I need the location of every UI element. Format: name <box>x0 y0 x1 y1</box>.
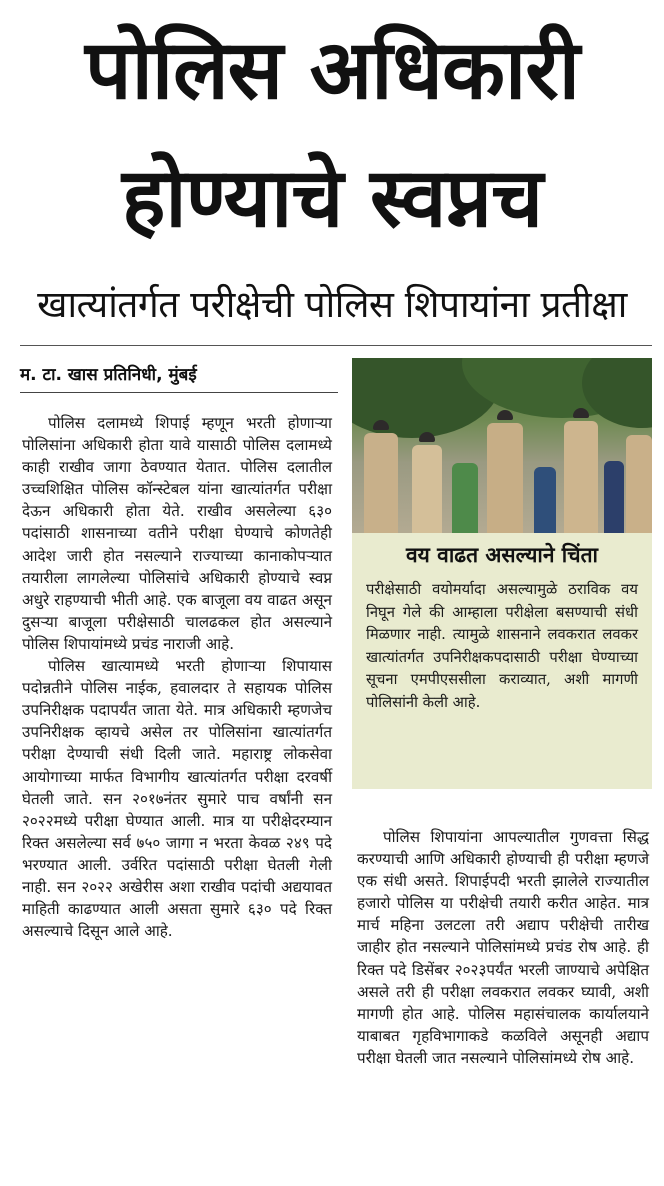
headline-line-2: होण्याचे स्वप्नच <box>121 151 543 246</box>
headline-divider <box>20 345 652 346</box>
article-column-left <box>22 412 332 942</box>
sidebar-box-body: परीक्षेसाठी वयोमर्यादा असल्यामुळे ठराविक वय निघून गेले की आम्हाला परीक्षेला बसण्याची संधी मिळणार नाही. त्यामुळे शासनाने लवकरात लवकर खात्यांतर्गत उपनिरीक्षकपदासाठी परीक्षा घेण्याच्या सूचना एमपीएससीला कराव्यात, अशी मागणी पोलिसांनी केली आहे. <box>366 581 638 711</box>
sidebar-box <box>352 533 652 789</box>
subheadline: खात्यांतर्गत परीक्षेची पोलिस शिपायांना प्रतीक्षा <box>37 283 627 326</box>
article-paragraph-2: पोलिस खात्यामध्ये भरती होणाऱ्या शिपायास पदोन्नतीने पोलिस नाईक, हवालदार ते सहायक पोलिस उपनिरीक्षक पदापर्यंत जाता येते. मात्र अधिकारी म्हणजेच उपनिरीक्षक व्हायचे असेल तर पोलिसांना खात्यांतर्गत परीक्षा देण्याची संधी दिली जाते. महाराष्ट्र लोकसेवा आयोगाच्या मार्फत विभागीय खात्यांतर्गत परीक्षा दरवर्षी घेतली जाते. सन २०१७नंतर सुमारे पाच वर्षांनी सन २०२२मध्ये परीक्षा घेण्यात आली. मात्र या परीक्षेदरम्यान रिक्त असलेल्या सर्व ७५० जागा न भरता केवळ २४९ पदे भरण्यात आली. उर्वरित पदांसाठी परीक्षा घेतली गेली नाही. सन २०२२ अखेरीस अशा राखीव पदांची अद्ययावत माहिती काढण्यात आली असता सुमारे ६३० पदे रिक्त असल्याचे दिसून आले आहे. <box>22 657 332 941</box>
byline-divider <box>20 392 338 393</box>
news-photo-police <box>352 358 652 533</box>
article-column-right <box>357 826 649 1069</box>
sidebar-box-title: वय वाढत असल्याने चिंता <box>352 533 652 577</box>
article-paragraph-1: पोलिस दलामध्ये शिपाई म्हणून भरती होणाऱ्या पोलिसांना अधिकारी होता यावे यासाठी पोलिस दलामध्ये काही राखीव जागा ठेवण्यात येतात. पोलिस दलातील उच्चशिक्षित पोलिस कॉन्स्टेबल यांना खात्यांतर्गत परीक्षा देऊन अधिकारी होता येते. राखीव असलेल्या ६३० पदांसाठी शासनाच्या वतीने परीक्षा घेण्याचे कोणतेही आदेश जारी होत नसल्याने राज्याच्या कानाकोपऱ्यात तयारीला लागलेल्या पोलिसांचे अधिकारी होण्याचे स्वप्न अधुरे राहण्याची भीती आहे. एक बाजूला वय वाढत असून दुसऱ्या बाजूला परीक्षेसाठी चालढकल होत असल्याने पोलिस शिपायांमध्ये प्रचंड नाराजी आहे. <box>22 414 332 653</box>
headline-line-1: पोलिस अधिकारी <box>85 23 579 118</box>
article-paragraph-3: पोलिस शिपायांना आपल्यातील गुणवत्ता सिद्ध करण्याची आणि अधिकारी होण्याची ही परीक्षा म्हणजे एक संधी असते. शिपाईपदी भरती झालेले राज्यातील हजारो पोलिस या परीक्षेची तयारी करीत आहेत. मात्र मार्च महिना उलटला तरी अद्याप परीक्षेची तारीख जाहीर होत नसल्याने पोलिसांमध्ये प्रचंड रोष आहे. ही रिक्त पदे डिसेंबर २०२३पर्यंत भरली जाण्याचे अपेक्षित असले तरी ही परीक्षा लवकरात लवकर घ्यावी, अशी मागणी होत आहे. पोलिस महासंचालक कार्यालयाने याबाबत गृहविभागाकडे कळविले असूनही अद्याप परीक्षा घेतली जात नसल्याने पोलिसांमध्ये रोष आहे. <box>357 828 649 1067</box>
byline: म. टा. खास प्रतिनिधी, मुंबई <box>20 365 197 385</box>
